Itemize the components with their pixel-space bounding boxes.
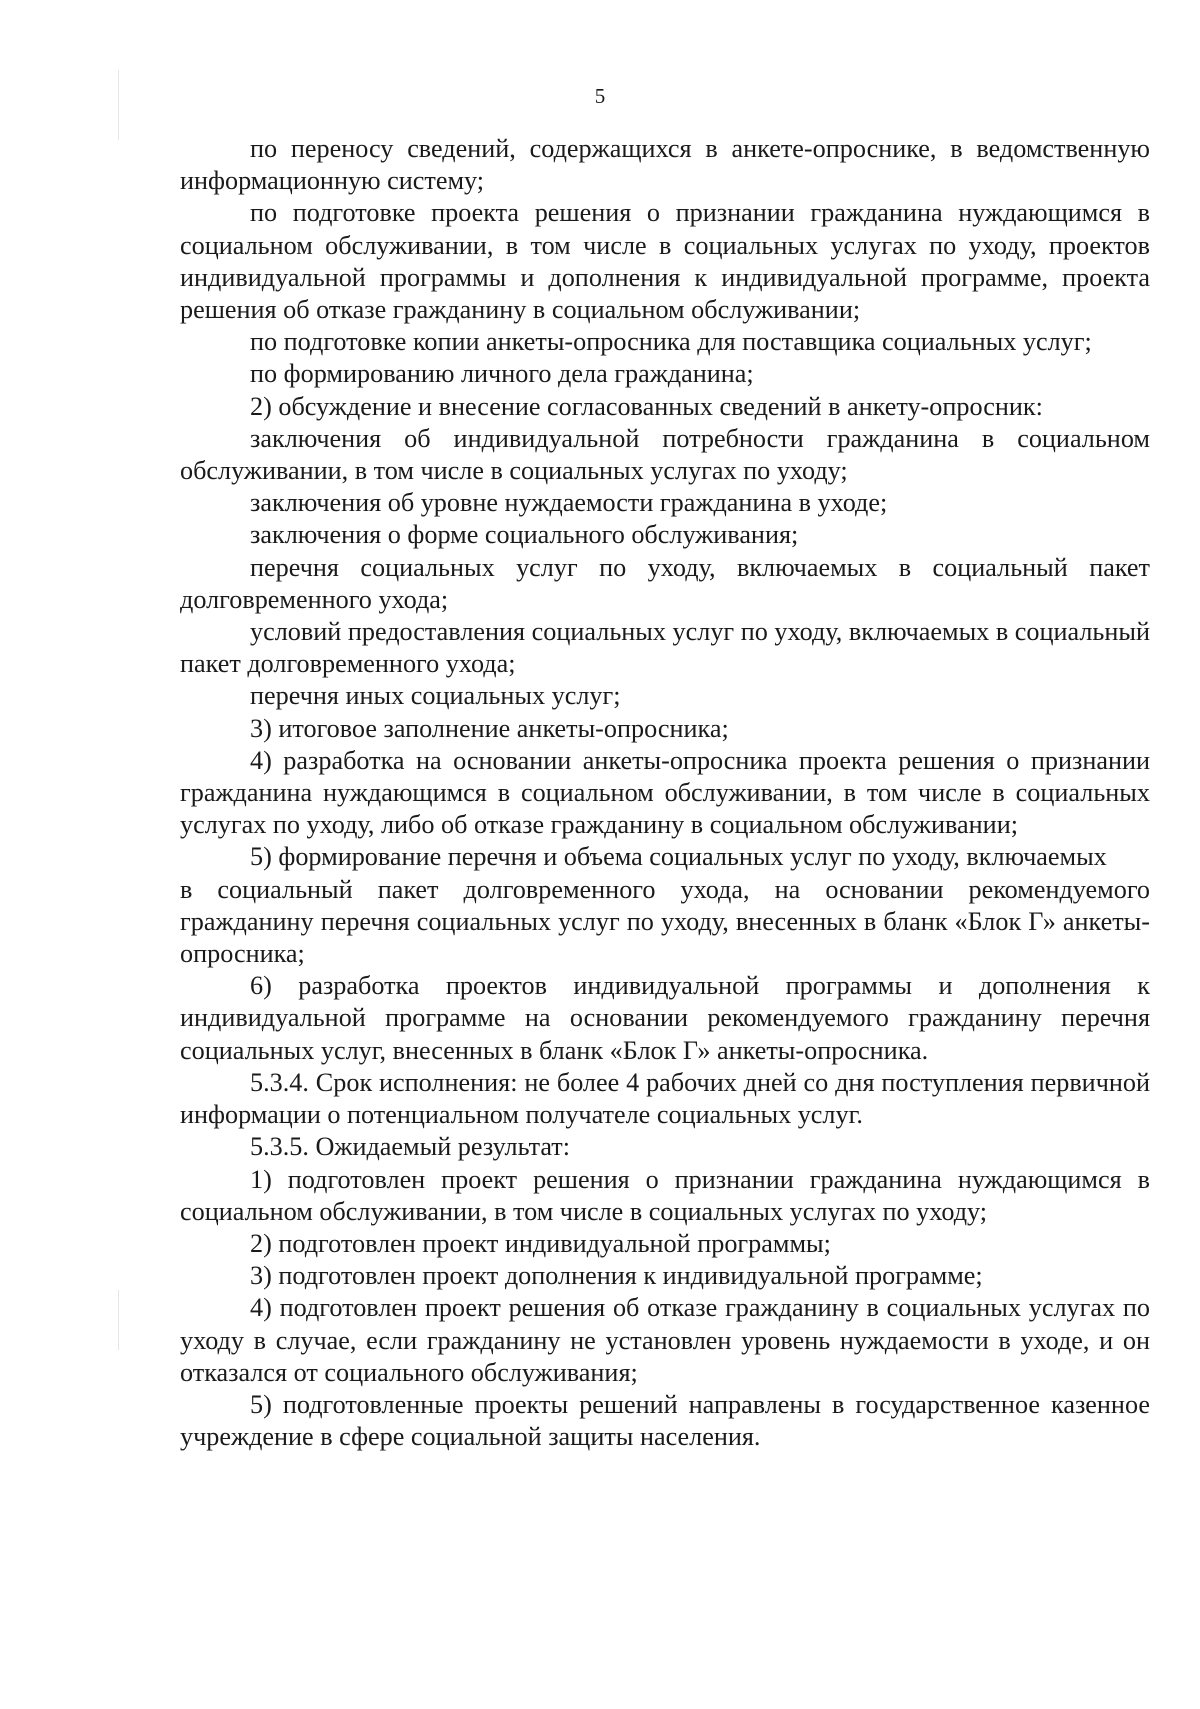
paragraph: по подготовке проекта решения о признании гражданина нуждающимся в социальном обслуживании, в том числе в социальных услугах по уходу, проектов индивидуальной программы и дополнения к индивидуальной программе, проекта решения об отказе гражданину в социальном обслуживании; [180,198,1150,325]
page-number: 5 [594,84,606,108]
paragraph: в социальный пакет долговременного ухода, на основании рекомендуемого гражданину перечня социальных услуг по уходу, внесенных в бланк «Блок Г» анкеты-опросника; [180,874,1150,969]
paragraph: 5) формирование перечня и объема социальных услуг по уходу, включаемых [250,842,1107,872]
paragraph: заключения о форме социального обслуживания; [250,520,799,550]
paragraph: условий предоставления социальных услуг по уходу, включаемых в социальный пакет долговременного ухода; [180,617,1150,679]
paragraph: 5) подготовленные проекты решений направлены в государственное казенное учреждение в сфере социальной защиты населения. [180,1389,1150,1452]
paragraph: 5.3.5. Ожидаемый результат: [250,1132,571,1162]
paragraph: 1) подготовлен проект решения о признании гражданина нуждающимся в социальном обслуживании, в том числе в социальных услугах по уходу; [180,1164,1150,1226]
paragraph: 4) разработка на основании анкеты-опросника проекта решения о признании гражданина нуждающимся в социальном обслуживании, в том числе в социальных услугах по уходу, либо об отказе гражданину в социальном обслуживании; [180,745,1150,840]
scan-edge-mark [118,1290,119,1350]
paragraph: перечня иных социальных услуг; [250,681,621,711]
paragraph: 4) подготовлен проект решения об отказе гражданину в социальных услугах по уходу в случае, если гражданину не установлен уровень нуждаемости в уходе, и он отказался от социального обслуживания; [180,1293,1150,1387]
document-body [180,133,1150,1453]
paragraph: по переносу сведений, содержащихся в анкете-опроснике, в ведомственную информационную систему; [180,134,1150,196]
paragraph: заключения об индивидуальной потребности гражданина в социальном обслуживании, в том числе в социальных услугах по уходу; [180,423,1150,486]
paragraph: заключения об уровне нуждаемости гражданина в уходе; [250,488,888,518]
paragraph: по формированию личного дела гражданина; [250,359,754,389]
paragraph: 2) обсуждение и внесение согласованных сведений в анкету-опросник: [250,391,1043,421]
paragraph: перечня социальных услуг по уходу, включаемых в социальный пакет долговременного ухода; [180,552,1150,614]
paragraph: по подготовке копии анкеты-опросника для поставщика социальных услуг; [250,327,1092,357]
paragraph: 3) подготовлен проект дополнения к индивидуальной программе; [250,1261,983,1291]
paragraph: 3) итоговое заполнение анкеты-опросника; [250,713,729,743]
paragraph: 5.3.4. Срок исполнения: не более 4 рабочих дней со дня поступления первичной информации о потенциальном получателе социальных услуг. [180,1067,1150,1130]
paragraph: 2) подготовлен проект индивидуальной программы; [250,1228,831,1258]
paragraph: 6) разработка проектов индивидуальной программы и дополнения к индивидуальной программе на основании рекомендуемого гражданину перечня социальных услуг, внесенных в бланк «Блок Г» анкеты-опросника. [180,971,1150,1065]
